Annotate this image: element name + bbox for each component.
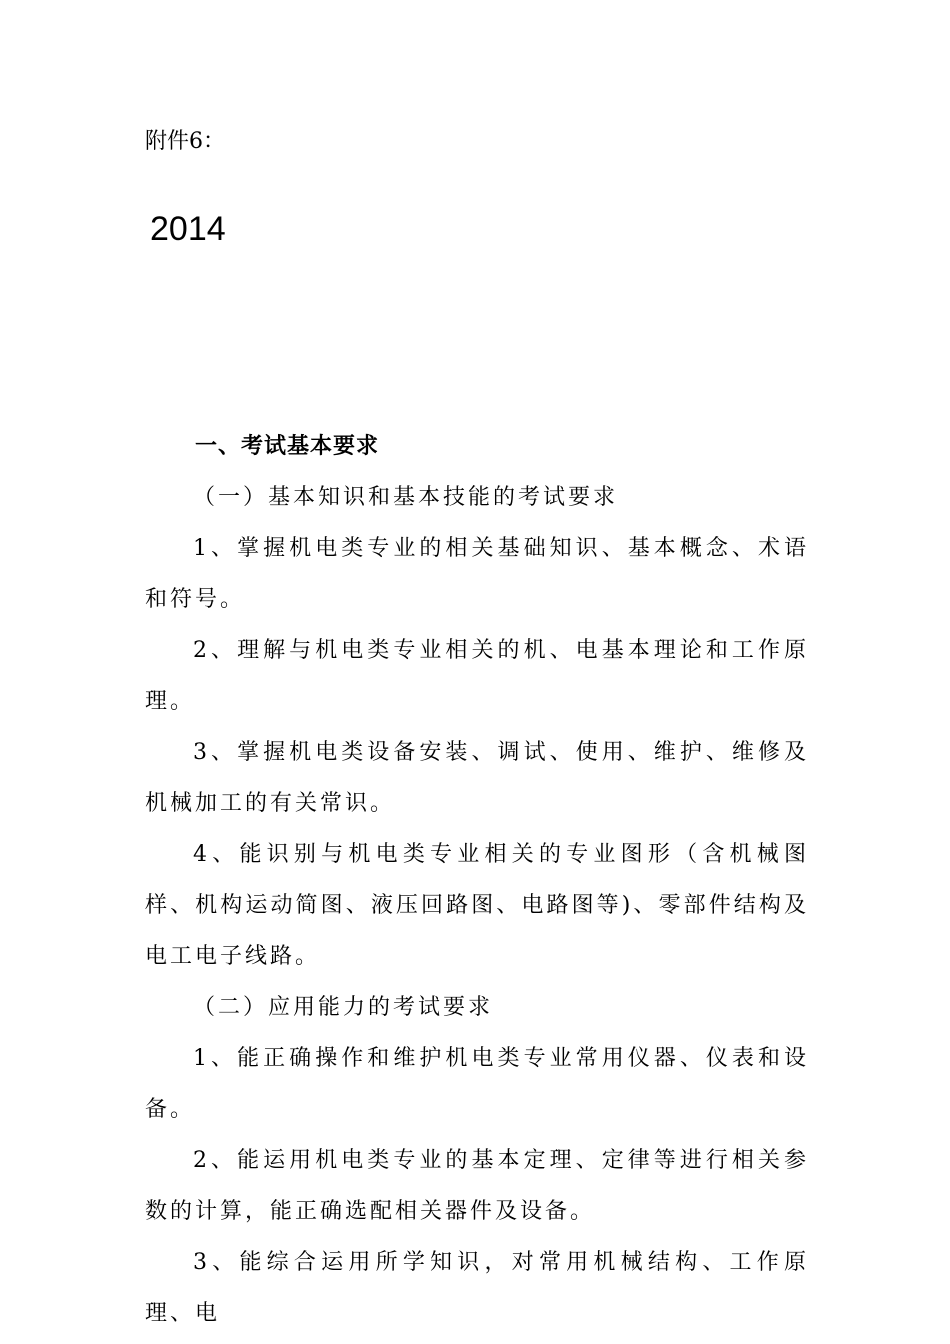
requirement-item: 3、掌握机电类设备安装、调试、使用、维护、维修及机械加工的有关常识。 xyxy=(145,740,809,816)
subsection-heading: （二）应用能力的考试要求 xyxy=(193,995,494,1020)
requirement-item: 4、能识别与机电类专业相关的专业图形（含机械图样、机构运动简图、液压回路图、电路图等)、零部件结构及电工电子线路。 xyxy=(145,842,809,969)
document-body xyxy=(145,421,809,1339)
document-year: 2014 xyxy=(150,210,226,248)
section-heading: 一、考试基本要求 xyxy=(195,434,380,459)
attachment-label: 附件6： xyxy=(145,129,225,154)
requirement-item: 2、理解与机电类专业相关的机、电基本理论和工作原理。 xyxy=(145,638,809,714)
requirement-item: 2、能运用机电类专业的基本定理、定律等进行相关参数的计算，能正确选配相关器件及设备。 xyxy=(145,1148,809,1224)
requirement-item: 3、能综合运用所学知识，对常用机械结构、工作原理、电 xyxy=(145,1250,809,1326)
requirement-item: 1、能正确操作和维护机电类专业常用仪器、仪表和设备。 xyxy=(145,1046,809,1122)
requirement-item: 1、掌握机电类专业的相关基础知识、基本概念、术语和符号。 xyxy=(145,536,809,612)
subsection-heading: （一）基本知识和基本技能的考试要求 xyxy=(193,485,619,510)
